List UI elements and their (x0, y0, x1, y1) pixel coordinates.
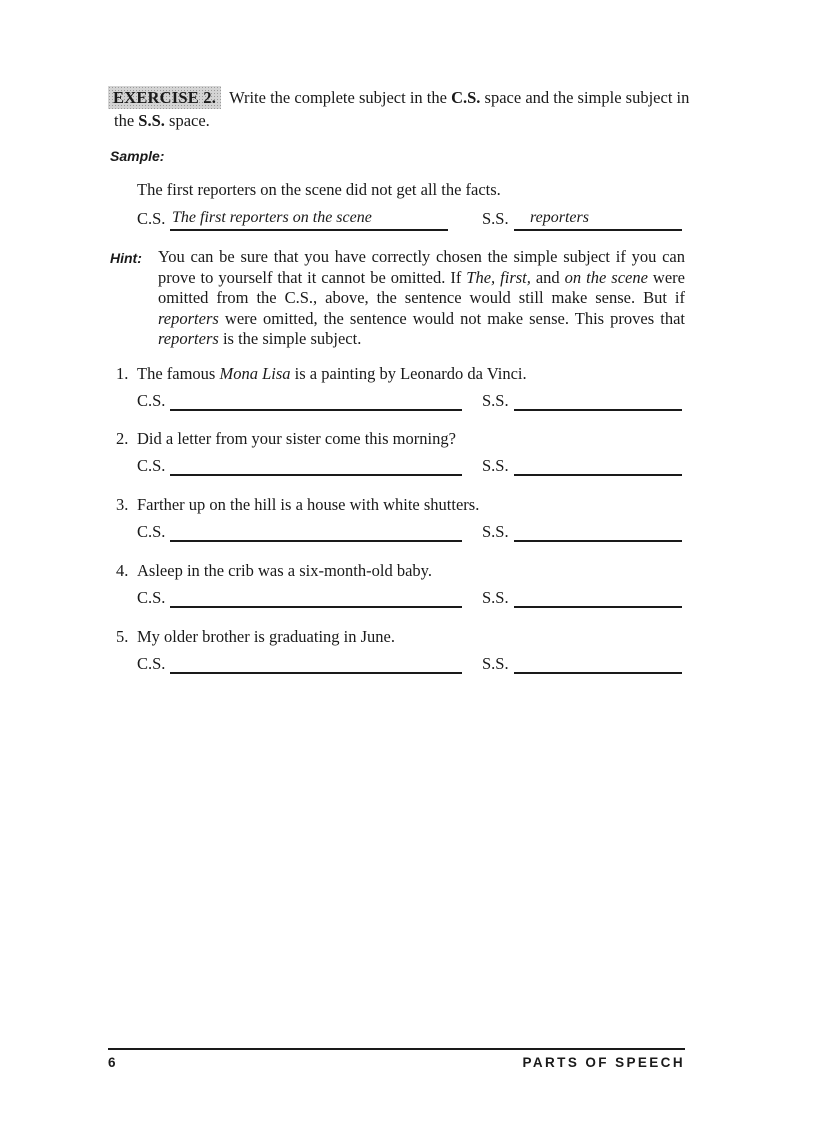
cs-label: C.S. (137, 654, 166, 673)
cs-answer-line[interactable] (170, 409, 462, 411)
cs-answer-line[interactable] (170, 672, 462, 674)
page-number: 6 (108, 1055, 116, 1070)
sample-cs-line (170, 229, 448, 231)
ss-label: S.S. (482, 522, 509, 541)
hint-label: Hint: (110, 250, 142, 266)
cs-answer-line[interactable] (170, 606, 462, 608)
instruction-text: space and the simple subject in (480, 88, 690, 107)
footer-rule (108, 1048, 685, 1050)
ss-term: S.S. (138, 111, 165, 130)
ss-label: S.S. (482, 588, 509, 607)
exercise-instructions (108, 86, 693, 132)
item-number: 2. (116, 429, 129, 448)
ss-label: S.S. (482, 654, 509, 673)
running-head: PARTS OF SPEECH (522, 1055, 685, 1070)
sample-sentence: The first reporters on the scene did not get all the facts. (137, 180, 501, 199)
ss-answer-line[interactable] (514, 474, 682, 476)
item-sentence: Farther up on the hill is a house with white shutters. (137, 495, 480, 514)
sample-ss-line (514, 229, 682, 231)
sample-ss-answer: reporters (530, 209, 589, 226)
cs-answer-line[interactable] (170, 474, 462, 476)
cs-label: C.S. (137, 456, 166, 475)
ss-answer-line[interactable] (514, 409, 682, 411)
instruction-text: the (114, 111, 139, 130)
cs-label: C.S. (137, 588, 166, 607)
ss-label: S.S. (482, 391, 509, 410)
item-sentence: Did a letter from your sister come this morning? (137, 429, 456, 448)
sample-cs-answer: The first reporters on the scene (172, 209, 372, 226)
ss-answer-line[interactable] (514, 540, 682, 542)
ss-answer-line[interactable] (514, 672, 682, 674)
item-sentence: The famous Mona Lisa is a painting by Leonardo da Vinci. (137, 364, 527, 383)
item-sentence: My older brother is graduating in June. (137, 627, 395, 646)
cs-label: C.S. (137, 391, 166, 410)
ss-label: S.S. (482, 456, 509, 475)
item-number: 1. (116, 364, 129, 383)
cs-label: C.S. (137, 522, 166, 541)
ss-answer-line[interactable] (514, 606, 682, 608)
cs-answer-line[interactable] (170, 540, 462, 542)
hint-text: You can be sure that you have correctly chosen the simple subject if you can prove to yourself that it cannot be omitted. If The, first, and on the scene were omitted from the C.S., above, the sentence would still make sense. But if reporters were omitted, the sentence would not make sense. This proves that reporters is the simple subject. (158, 247, 685, 348)
item-sentence: Asleep in the crib was a six-month-old baby. (137, 561, 432, 580)
instruction-text: space. (164, 111, 210, 130)
sample-cs-label: C.S. (137, 209, 166, 228)
instruction-text: Write the complete subject in the (229, 88, 452, 107)
item-number: 4. (116, 561, 129, 580)
item-number: 5. (116, 627, 129, 646)
sample-label: Sample: (110, 148, 165, 164)
sample-ss-label: S.S. (482, 209, 509, 228)
exercise-label: EXERCISE 2. (108, 86, 221, 109)
cs-term: C.S. (451, 88, 481, 107)
item-number: 3. (116, 495, 129, 514)
